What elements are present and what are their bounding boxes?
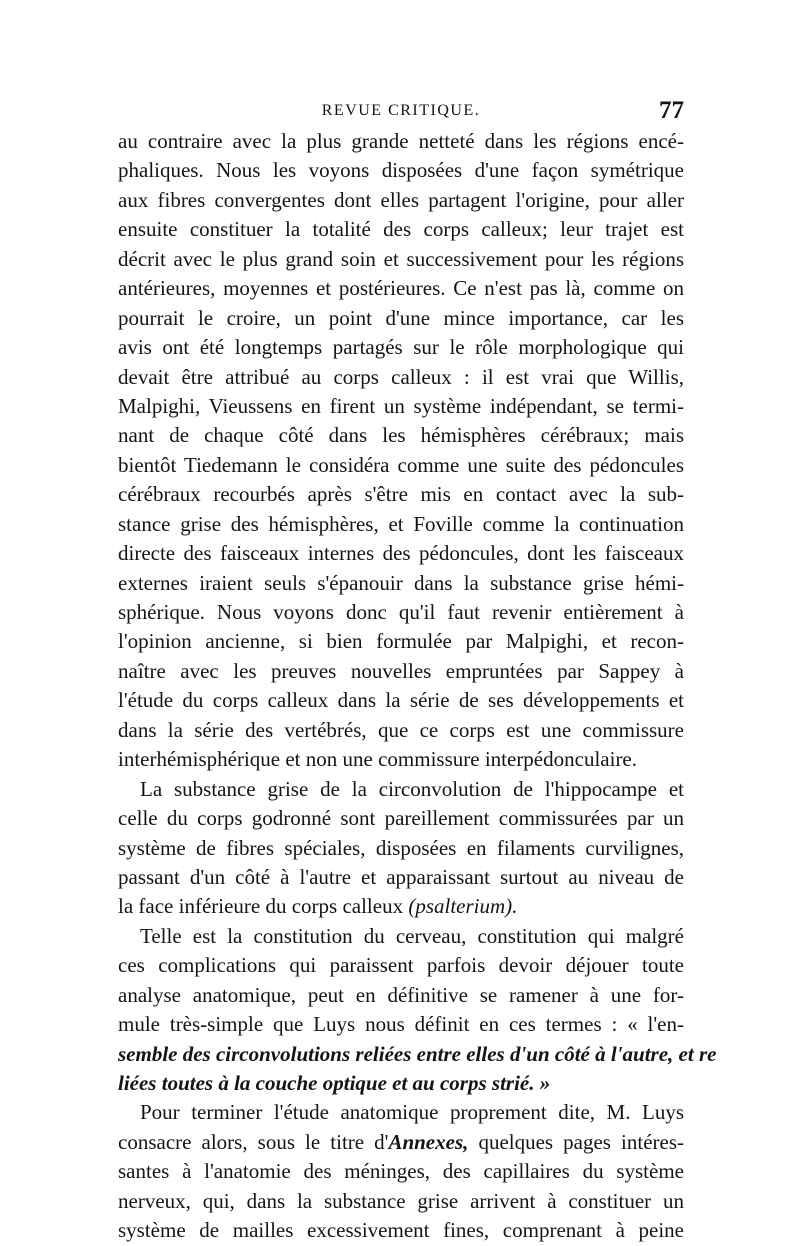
text-line: La substance grise de la circonvolution de l'hippocampe et	[140, 776, 684, 801]
text-line: naître avec les preuves nouvelles empruntées par Sappey à	[118, 658, 684, 683]
text-line: Malpighi, Vieussens en firent un système indépendant, se termi-	[118, 393, 684, 418]
text-line: ensuite constituer la totalité des corps calleux; leur trajet est	[118, 217, 684, 242]
text-line: devait être attribué au corps calleux : il est vrai que Willis,	[118, 364, 684, 389]
text-line: aux fibres convergentes dont elles partagent l'origine, pour aller	[118, 187, 684, 212]
text-line: décrit avec le plus grand soin et successivement pour les régions	[118, 246, 684, 271]
quoted-definition-line: semble des circonvolutions reliées entre elles d'un côté à l'autre, et re	[118, 1041, 717, 1066]
text-line: Telle est la constitution du cerveau, constitution qui malgré	[140, 923, 684, 948]
text-line: dans la série des vertébrés, que ce corps est une commissure	[118, 717, 684, 742]
text-line: cérébraux recourbés après s'être mis en contact avec la sub-	[118, 482, 684, 507]
text-line: passant d'un côté à l'autre et apparaissant surtout au niveau de	[118, 864, 684, 889]
text-line: interhémisphérique et non une commissure interpédonculaire.	[118, 747, 638, 772]
text-line: au contraire avec la plus grande netteté dans les régions encé-	[118, 129, 684, 153]
text-line	[118, 1128, 684, 1157]
text-line: stance grise des hémisphères, et Foville comme la continuation	[118, 511, 684, 536]
text-fragment: quelques pages intéres-	[468, 1129, 684, 1154]
text-line: système de mailles excessivement fines, comprenant à peine	[118, 1218, 684, 1243]
text-line: externes iraient seuls s'épanouir dans la substance grise hémi-	[118, 570, 684, 595]
page-number: 77	[659, 97, 684, 124]
annexes-term: Annexes,	[388, 1129, 469, 1154]
text-line: bientôt Tiedemann le considéra comme une suite des pédoncules	[118, 452, 684, 477]
text-fragment: consacre alors, sous le titre d'	[118, 1129, 389, 1154]
text-line: l'opinion ancienne, si bien formulée par Malpighi, et recon-	[118, 629, 684, 654]
text-line: ces complications qui paraissent parfois devoir déjouer toute	[118, 953, 684, 978]
text-line: l'étude du corps calleux dans la série de ses développements et	[118, 688, 684, 713]
text-line: mule très-simple que Luys nous définit en ces termes : « l'en-	[118, 1012, 684, 1037]
text-line	[118, 892, 684, 921]
text-line: pourrait le croire, un point d'une mince importance, car les	[118, 305, 684, 330]
text-line: système de fibres spéciales, disposées en filaments curvilignes,	[118, 835, 684, 860]
text-line: phaliques. Nous les voyons disposées d'une façon symétrique	[118, 158, 684, 183]
text-line: antérieures, moyennes et postérieures. Ce n'est pas là, comme on	[118, 276, 684, 301]
quoted-definition-line: liées toutes à la couche optique et au corps strié. »	[118, 1071, 551, 1095]
psalterium-term: (psalterium).	[408, 894, 518, 919]
text-fragment: la face inférieure du corps calleux	[118, 894, 404, 919]
text-line: nant de chaque côté dans les hémisphères cérébraux; mais	[118, 423, 684, 448]
running-title: REVUE CRITIQUE.	[321, 102, 481, 119]
text-line: Pour terminer l'étude anatomique proprement dite, M. Luys	[140, 1100, 684, 1125]
text-line: directe des faisceaux internes des pédoncules, dont les faisceaux	[118, 541, 684, 566]
running-head	[118, 96, 684, 126]
text-line: avis ont été longtemps partagés sur le rôle morphologique qui	[118, 335, 684, 360]
text-line: analyse anatomique, peut en définitive se ramener à une for-	[118, 982, 684, 1007]
body-text	[118, 127, 717, 1246]
text-line: nerveux, qui, dans la substance grise arrivent à constituer un	[118, 1188, 684, 1213]
text-line: santes à l'anatomie des méninges, des capillaires du système	[118, 1159, 684, 1184]
text-line: sphérique. Nous voyons donc qu'il faut revenir entièrement à	[118, 600, 684, 624]
text-line: celle du corps godronné sont pareillement commissurées par un	[118, 806, 684, 831]
